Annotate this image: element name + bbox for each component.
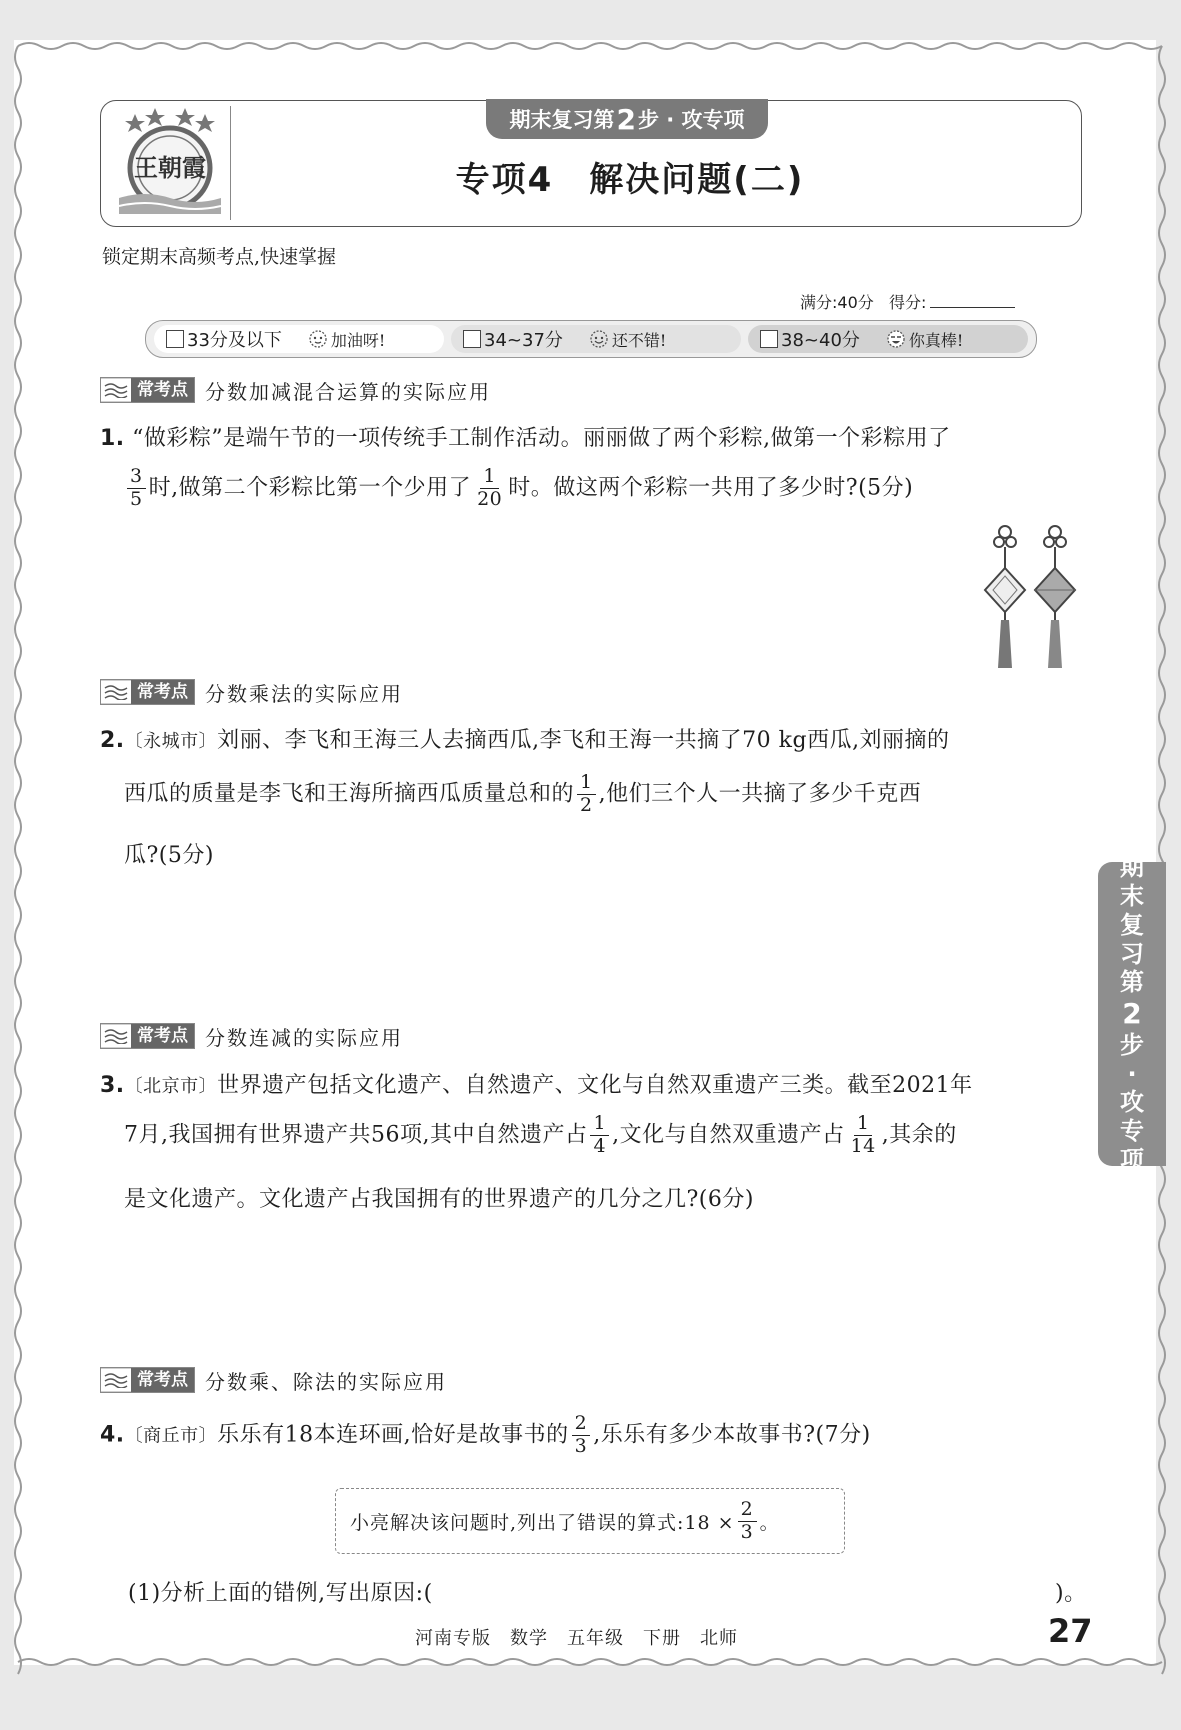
q2-number: 2.	[100, 728, 125, 753]
q1-fraction-1	[127, 467, 146, 510]
q1-line1	[100, 421, 951, 452]
q3-text-4: ,其余的	[881, 1122, 957, 1148]
smile-face-icon	[589, 329, 609, 349]
side-tab-char: 末	[1120, 882, 1144, 911]
step-tab	[486, 99, 768, 139]
section-head-1	[100, 377, 491, 403]
section-badge	[100, 679, 195, 705]
section-head-2	[100, 679, 403, 705]
numerator: 2	[738, 1500, 757, 1522]
page-subtitle: 锁定期末高频考点,快速掌握	[102, 246, 337, 268]
q2-line2	[124, 773, 921, 816]
rating-mid-range: 34~37分	[484, 330, 563, 351]
side-tab-char: 专	[1120, 1117, 1144, 1146]
q1-line2	[124, 467, 913, 510]
logo-separator	[230, 106, 231, 220]
q3-fraction-2	[848, 1114, 879, 1157]
q1-fraction-2	[474, 467, 505, 510]
side-tab-char: 攻	[1120, 1088, 1144, 1117]
wave-icon	[104, 382, 128, 398]
q4-text-2: ,乐乐有多少本故事书?(7分)	[593, 1422, 871, 1448]
rating-bar	[145, 320, 1037, 358]
score-line	[800, 290, 1015, 313]
side-tab-char: 2	[1122, 997, 1142, 1031]
denominator: 4	[593, 1134, 607, 1157]
denominator: 14	[850, 1134, 876, 1157]
section-title-3: 分数连减的实际应用	[205, 1025, 403, 1050]
section-badge-label: 常考点	[131, 378, 194, 402]
footer-info: 河南专版 数学 五年级 下册 北师	[415, 1628, 738, 1649]
q3-text-2: 7月,我国拥有世界遗产共56项,其中自然遗产占	[124, 1122, 588, 1148]
score-blank[interactable]	[930, 307, 1015, 308]
rating-high	[748, 325, 1028, 353]
rating-high-praise: 你真棒!	[908, 330, 964, 350]
rating-mid-checkbox[interactable]	[463, 330, 481, 348]
side-tab-char: 步	[1120, 1030, 1144, 1059]
rating-low-checkbox[interactable]	[166, 330, 184, 348]
q2-line1	[100, 723, 950, 754]
section-title-1: 分数加减混合运算的实际应用	[205, 379, 491, 404]
hint-box	[335, 1488, 845, 1554]
section-badge-label: 常考点	[131, 680, 194, 704]
step-suffix: 步 · 攻专项	[637, 108, 745, 132]
hint-fraction	[738, 1497, 757, 1543]
side-tab	[1098, 853, 1166, 1174]
side-tab-char: 习	[1120, 939, 1144, 968]
page-title: 专项4 解决问题(二)	[455, 160, 805, 200]
page-number: 27	[1048, 1612, 1093, 1650]
q3-text-1: 世界遗产包括文化遗产、自然遗产、文化与自然双重遗产三类。截至2021年	[217, 1073, 973, 1098]
q3-fraction-1	[590, 1114, 609, 1157]
section-badge-label: 常考点	[131, 1024, 194, 1048]
hint-text-1: 小亮解决该问题时,列出了错误的算式:18 ×	[350, 1511, 735, 1534]
rating-high-checkbox[interactable]	[760, 330, 778, 348]
section-title-4: 分数乘、除法的实际应用	[205, 1369, 447, 1394]
denominator: 2	[580, 793, 593, 816]
side-tab-char: ·	[1127, 1059, 1137, 1088]
rating-low	[154, 325, 444, 353]
numerator: 1	[590, 1114, 609, 1136]
q3-text-5: 是文化遗产。文化遗产占我国拥有的世界遗产的几分之几?(6分)	[124, 1187, 754, 1212]
q3-number: 3.	[100, 1073, 125, 1098]
side-tab-char: 期	[1120, 853, 1144, 882]
score-label: 得分:	[889, 293, 927, 312]
zongzi-ornament-icon	[975, 520, 1085, 670]
section-head-4	[100, 1367, 447, 1393]
denominator: 3	[574, 1434, 588, 1457]
q1-text-1: “做彩粽”是端午节的一项传统手工制作活动。丽丽做了两个彩粽,做第一个彩粽用了	[132, 426, 951, 451]
side-tab-char: 第	[1120, 968, 1144, 997]
q4-fraction-1	[572, 1414, 591, 1457]
q4-sub1-text: (1)分析上面的错例,写出原因:(	[128, 1581, 433, 1606]
svg-text:王朝霞: 王朝霞	[134, 153, 206, 182]
rating-low-range: 33分及以下	[187, 330, 282, 351]
cheer-face-icon	[308, 329, 328, 349]
side-tab-char: 项	[1120, 1145, 1144, 1174]
denominator: 3	[740, 1520, 754, 1543]
rating-mid-praise: 还不错!	[611, 330, 667, 350]
q3-text-3: ,文化与自然双重遗产占	[612, 1122, 845, 1148]
q1-text-3: 时。做这两个彩粽一共用了多少时?(5分)	[508, 475, 914, 501]
numerator: 1	[577, 773, 596, 795]
numerator: 3	[127, 467, 146, 489]
numerator: 1	[480, 467, 499, 489]
hint-text-2: 。	[759, 1511, 780, 1534]
q4-sub1-close	[1055, 1576, 1087, 1607]
wave-icon	[104, 1028, 128, 1044]
section-badge	[100, 1367, 195, 1393]
section-head-3	[100, 1023, 403, 1049]
numerator: 1	[854, 1114, 873, 1136]
q2-text-4: 瓜?(5分)	[124, 843, 214, 868]
section-badge-label: 常考点	[131, 1368, 194, 1392]
numerator: 2	[572, 1414, 591, 1436]
q4-sub1-close-text: )。	[1055, 1581, 1087, 1606]
q1-text-2: 时,做第二个彩粽比第一个少用了	[148, 475, 472, 501]
denominator: 5	[130, 487, 143, 510]
q3-city: 〔北京市〕	[124, 1076, 218, 1097]
q2-city: 〔永城市〕	[124, 731, 218, 752]
brand-logo-icon	[115, 106, 225, 218]
q2-text-3: ,他们三个人一共摘了多少千克西	[598, 781, 922, 807]
q2-text-1: 刘丽、李飞和王海三人去摘西瓜,李飞和王海一共摘了70 kg西瓜,刘丽摘的	[217, 728, 950, 753]
rating-mid	[451, 325, 741, 353]
step-number: 2	[616, 102, 636, 136]
q2-fraction-1	[577, 773, 596, 816]
q4-city: 〔商丘市〕	[124, 1425, 218, 1447]
q3-line2	[124, 1114, 957, 1157]
q4-line1	[100, 1414, 871, 1457]
happy-face-icon	[886, 329, 906, 349]
step-prefix: 期末复习第	[509, 108, 615, 132]
rating-low-praise: 加油呀!	[330, 330, 386, 350]
q4-text-1: 乐乐有18本连环画,恰好是故事书的	[217, 1422, 569, 1448]
wave-icon	[104, 684, 128, 700]
full-score: 满分:40分	[800, 293, 874, 312]
q1-number: 1.	[100, 426, 125, 451]
wave-icon	[104, 1372, 128, 1388]
section-badge	[100, 377, 195, 403]
q3-line3	[124, 1182, 754, 1213]
q3-line1	[100, 1068, 973, 1099]
q4-answer-blank[interactable]	[482, 1602, 1052, 1603]
section-badge	[100, 1023, 195, 1049]
side-tab-char: 复	[1120, 910, 1144, 939]
q2-line3	[124, 838, 214, 869]
q4-sub1	[128, 1576, 433, 1607]
q4-number: 4.	[100, 1422, 125, 1448]
section-title-2: 分数乘法的实际应用	[205, 681, 403, 706]
q2-text-2: 西瓜的质量是李飞和王海所摘西瓜质量总和的	[124, 781, 575, 807]
denominator: 20	[477, 487, 503, 510]
rating-high-range: 38~40分	[781, 330, 860, 351]
